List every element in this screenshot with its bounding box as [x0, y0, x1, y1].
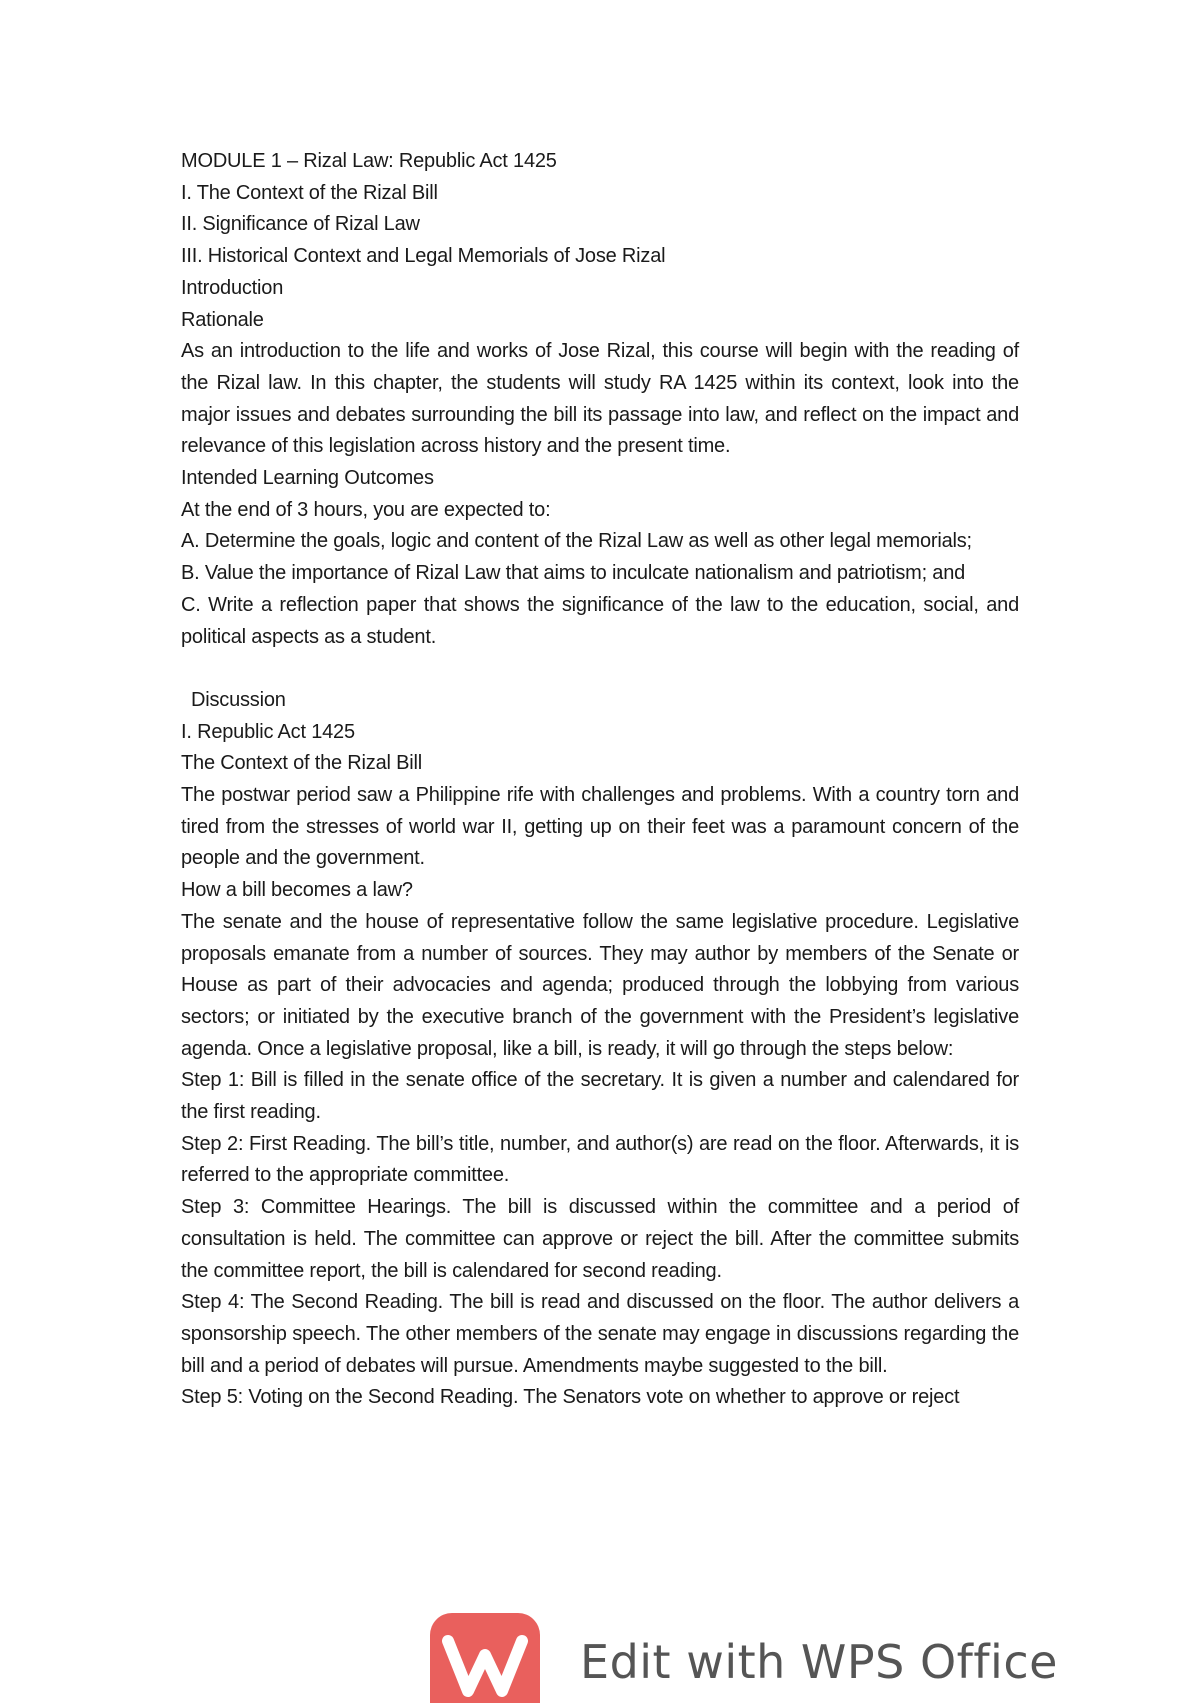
wps-office-logo-icon [430, 1613, 540, 1703]
toc-item: II. Significance of Rizal Law [181, 213, 420, 236]
document-page [181, 146, 1019, 1414]
module-title: MODULE 1 – Rizal Law: Republic Act 1425 [181, 150, 557, 172]
rationale-heading: Rationale [181, 308, 264, 331]
context-heading: The Context of the Rizal Bill [181, 752, 422, 775]
step-item: Step 1: Bill is filled in the senate office of the secretary. It is given a number and calendared for the first reading. [181, 1069, 1019, 1124]
step-item: Step 2: First Reading. The bill’s title, number, and author(s) are read on the floor. Afterwards, it is referred to the appropriate committee. [181, 1132, 1019, 1187]
outcomes-heading: Intended Learning Outcomes [181, 467, 434, 490]
context-paragraph: The postwar period saw a Philippine rife with challenges and problems. With a country torn and tired from the stresses of world war II, getting up on their feet was a paramount concern of the people and the government. [181, 784, 1019, 870]
rationale-paragraph: As an introduction to the life and works of Jose Rizal, this course will begin with the reading of the Rizal law. In this chapter, the students will study RA 1425 within its context, look into the major issues and debates surrounding the bill its passage into law, and reflect on the impact and relevance of this legislation across history and the present time. [181, 340, 1019, 458]
toc-item: III. Historical Context and Legal Memorials of Jose Rizal [181, 245, 666, 268]
how-bill-heading: How a bill becomes a law? [181, 879, 413, 902]
wps-watermark[interactable] [430, 1613, 1130, 1697]
wps-watermark-text: Edit with WPS Office [580, 1635, 1058, 1689]
toc-item: I. The Context of the Rizal Bill [181, 181, 438, 204]
step-item: Step 3: Committee Hearings. The bill is discussed within the committee and a period of consultation is held. The committee can approve or reject the bill. After the committee submits the committee report, the bill is calendared for second reading. [181, 1196, 1019, 1282]
outcome-item: A. Determine the goals, logic and content of the Rizal Law as well as other legal memorials; [181, 530, 972, 553]
step-item: Step 4: The Second Reading. The bill is read and discussed on the floor. The author delivers a sponsorship speech. The other members of the senate may engage in discussions regarding the bill and a period of debates will pursue. Amendments maybe suggested to the bill. [181, 1291, 1019, 1377]
outcomes-intro: At the end of 3 hours, you are expected to: [181, 498, 551, 521]
outcome-item: C. Write a reflection paper that shows the significance of the law to the education, social, and political aspects as a student. [181, 593, 1019, 648]
introduction-heading: Introduction [181, 276, 284, 299]
section-heading: I. Republic Act 1425 [181, 720, 355, 743]
outcome-item: B. Value the importance of Rizal Law that aims to inculcate nationalism and patriotism; and [181, 562, 966, 585]
blank-line [181, 653, 1019, 685]
how-bill-paragraph: The senate and the house of representative follow the same legislative procedure. Legislative proposals emanate from a number of sources. They may author by members of the Senate or House as part of their advocacies and agenda; produced through the lobbying from various sectors; or initiated by the executive branch of the government with the President’s legislative agenda. Once a legislative proposal, like a bill, is ready, it will go through the steps below: [181, 910, 1019, 1060]
discussion-heading: Discussion [191, 688, 286, 711]
step-item: Step 5: Voting on the Second Reading. The Senators vote on whether to approve or reject [181, 1386, 960, 1409]
